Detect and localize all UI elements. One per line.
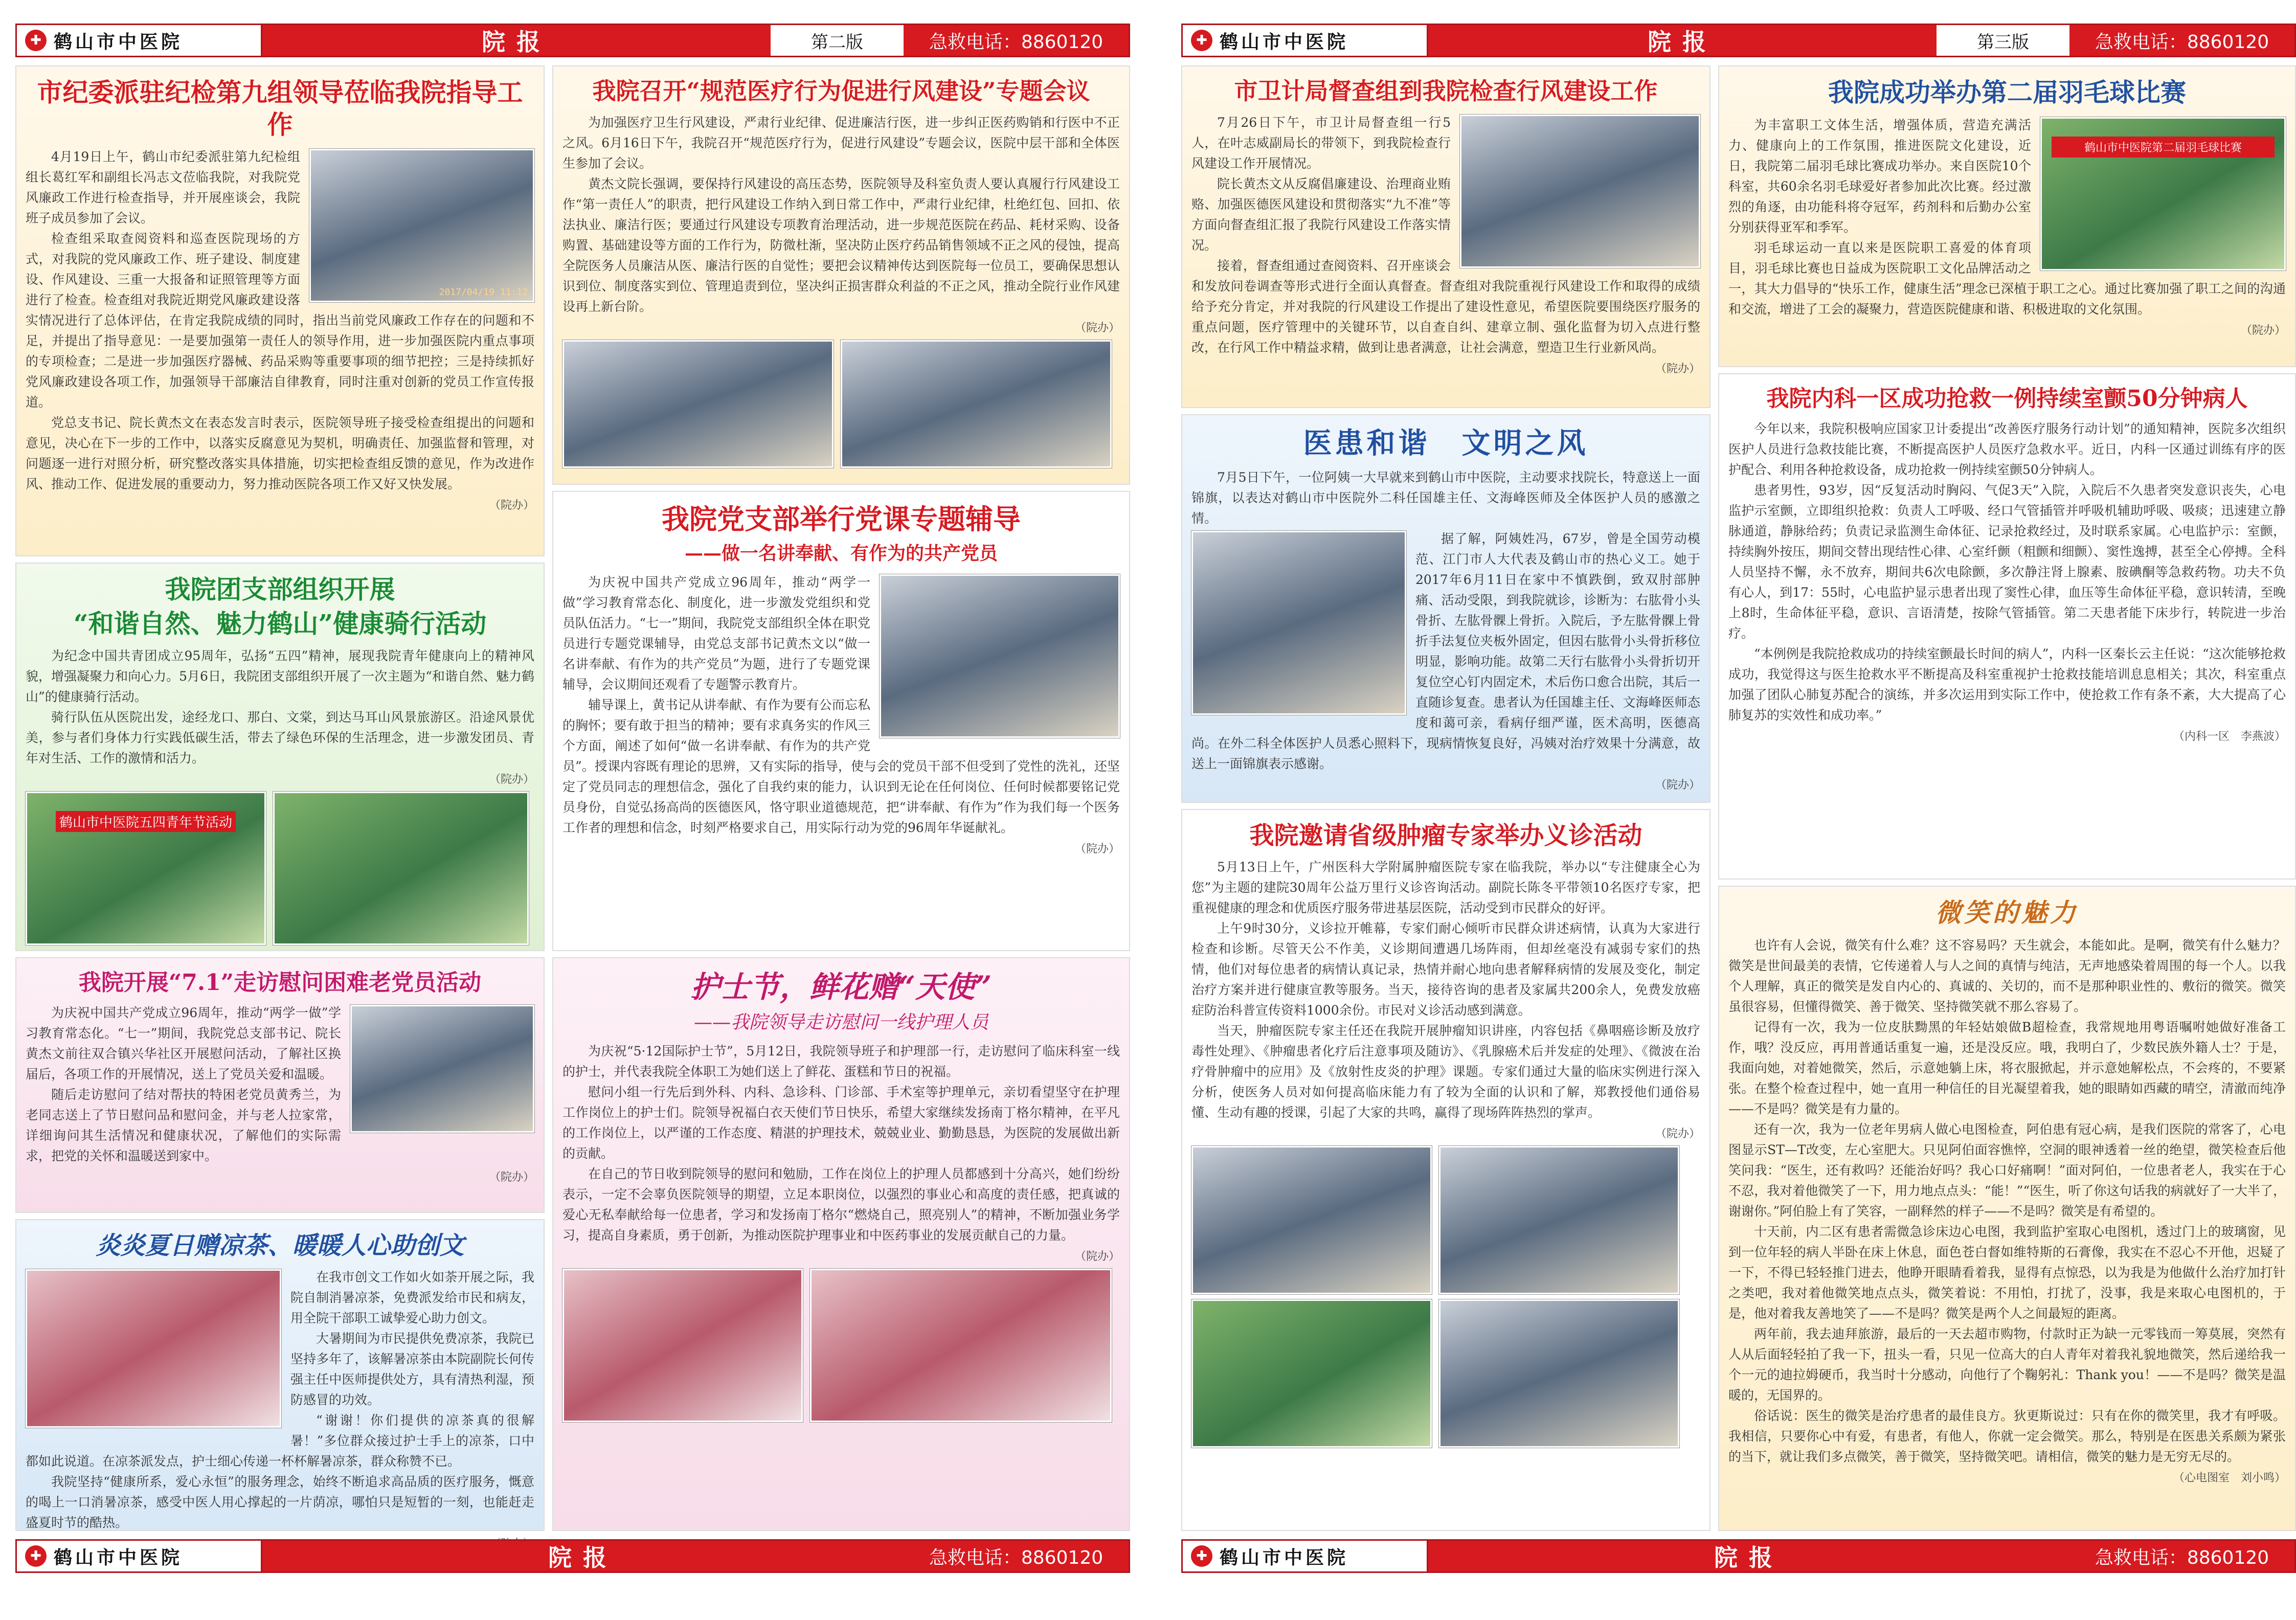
- paragraph: 在自己的节日收到院领导的慰问和勉励，工作在岗位上的护理人员都感到十分高兴，她们纷纷表示，一定不会辜负医院领导的期望，立足本职岗位，以强烈的事业心和高度的责任感，把真诚的爱心无私奉献给每一位患者，学习和发扬南丁格尔“燃烧自己，照亮别人”的精神，不断加强业务学习，提高自身素质，勇于创新，为推动医院护理事业和中医药事业的发展贡献自己的力量。: [562, 1166, 1120, 1243]
- hospital-name: 鹤山市中医院: [54, 31, 183, 53]
- paragraph: 我院坚持“健康所系，爱心永恒”的服务理念，始终不断追求高品质的医疗服务，慨意的喝上一口消暑凉茶，感受中医人用心撑起的一片荫凉，哪怕只是短暂的一刻，也能赶走盛夏时节的酷热。: [26, 1474, 534, 1530]
- paragraph: 院长黄杰文从反腐倡廉建设、治理商业贿赂、加强医德医风建设和贯彻落实“九不准”等方面向督查组汇报了我院行风建设工作落实情况。: [1191, 176, 1451, 253]
- article-conduct-meeting: [552, 65, 1130, 485]
- paragraph: 上午9时30分，义诊拉开帷幕，专家们耐心倾听市民群众讲述病情，认真为大家进行检查和诊断。尽管天公不作美，义诊期间遭遇几场阵雨，但却丝毫没有减弱专家们的热情，他们对每位患者的病情认真记录，热情并耐心地向患者解释病情的发展及变化，制定治疗方案并进行健康宣教等服务。当天，接待咨询的患者及家属共200余人，免费发放癌症防治科普宣传资料1000余份。市民对义诊活动感到满意。: [1191, 921, 1700, 1018]
- meeting-photo: [841, 340, 1112, 468]
- paragraph: 4月19日上午，鹤山市纪委派驻第九纪检组组长葛红军和副组长冯志文莅临我院，对我院党风廉政工作进行检查指导，并开展座谈会，我院班子成员参加了会议。: [26, 149, 300, 226]
- edition-label: 第二版: [771, 25, 904, 56]
- paragraph: 十天前，内二区有患者需微急诊床边心电图，我到监护室取心电图机，透过门上的玻璃窗，见到一位年轻的病人半卧在床上休息，面色苍白督如维特斯的石膏像，我实在不忍心不开他，迟疑了一下，不得已轻轻推门进去，他睁开眼睛看着我，显得有点惊恐，以为我是为他做什么治疗加打针之类吧，我对着他微笑地点点头，微笑着说：不用怕，打扰了，没事，我是来取心电图机的，于是，他对着我友善地笑了——不是吗？微笑是两个人之间最短的距离。: [1728, 1224, 2286, 1321]
- byline: （院办）: [1655, 1128, 1700, 1140]
- banner-gift-photo: [1191, 531, 1406, 715]
- article-herbal-tea: [15, 1219, 545, 1531]
- article-subtitle: ——我院领导走访慰问一线护理人员: [693, 1011, 988, 1033]
- article-title: 我院开展“7.1”走访慰问困难老党员活动: [78, 970, 482, 996]
- article-title: 我院成功举办第二届羽毛球比赛: [1828, 77, 2186, 107]
- paragraph: 为庆祝中国共产党成立96周年，推动“两学一做”学习教育常态化、制度化，进一步激发党组织和党员队伍活力。“七一”期间，我院党支部组织全体在职党员进行专题党课辅导，由党总支部书记黄杰文以“做一名讲奉献、有作为的共产党员”为题，进行了专题党课辅导，会议期间还观看了专题警示教育片。: [562, 574, 870, 692]
- paragraph: 两年前，我去迪拜旅游，最后的一天去超市购物，付款时正为缺一元零钱而一筹莫展，突然有人从后面轻轻拍了我一下，扭头一看，只见一位高大的白人青年对着我礼貌地微笑，然后递给我一个一元的迪拉姆硬币，我当时十分感动，向他行了个鞠躬礼：Thank you！——不是吗？微笑是温暖的，无国界的。: [1728, 1326, 2286, 1403]
- article-health-bureau: [1181, 65, 1710, 408]
- emergency-phone: 急救电话：8860120: [929, 1547, 1104, 1568]
- masthead: 院报: [482, 28, 551, 56]
- visit-photo: [350, 1005, 534, 1133]
- paragraph: 据了解，阿姨姓冯，67岁，曾是全国劳动模范、江门市人大代表及鹤山市的热心义工。她于2017年6月11日在家中不慎跌倒，致双肘部肿痛、活动受限，到我院就诊，诊断为：右肱骨小头骨折、左肱骨髁上骨折。入院后，予左肱骨髁上骨折手法复位夹板外固定，但因右肱骨小头骨折移位明显，影响功能。故第二天行右肱骨小头骨折切开复位空心钉内固定术，术后伤口愈合出院，其后一直随诊复查。患者认为任国雄主任、文海峰医师态度和蔼可亲，看病仔细严谨，医术高明，医德高尚。在外二科全体医护人员悉心照料下，现病情恢复良好，冯姨对治疗效果十分满意，故送上一面锦旗表示感谢。: [1191, 531, 1700, 771]
- footer-bar: [15, 1539, 1130, 1573]
- nurses-photo: [562, 1269, 803, 1422]
- clinic-photo: [1439, 1146, 1679, 1294]
- byline: （院办）: [2240, 324, 2286, 337]
- paragraph: 俗话说：医生的微笑是治疗患者的最佳良方。狄更斯说过：只有在你的微笑里，我才有呼吸。我相信，只要你心中有爱，有患者，有他人，你就一定会微笑。那么，特别是在医患关系颇为紧张的当下，就让我们多点微笑，善于微笑，坚持微笑吧。请相信，微笑的魅力是无穷无尽的。: [1728, 1408, 2286, 1464]
- article-discipline-inspection: [15, 65, 545, 556]
- paragraph: 也许有人会说，微笑有什么难？这不容易吗？天生就会，本能如此。是啊，微笑有什么魅力？微笑是世间最美的表情，它传递着人与人之间的真情与纯洁，无声地感染着周围的每一个人。以我个人理解，真正的微笑是发自内心的、真诚的、关切的，而不是那种职业性的、敷衍的微笑。微笑虽很容易，但懂得微笑、善于微笑、坚持微笑就不那么容易了。: [1728, 937, 2286, 1014]
- paragraph: 在我市创文工作如火如荼开展之际，我院自制消暑凉茶，免费派发给市民和病友，用全院干部职工诚挚爱心助力创文。: [290, 1270, 534, 1325]
- emergency-phone: 急救电话：8860120: [2095, 1547, 2269, 1568]
- lecture-photo: [880, 574, 1120, 738]
- meeting-photo: [309, 149, 534, 302]
- article-free-clinic: [1181, 809, 1710, 1531]
- cross-icon: ✚: [1191, 30, 1212, 51]
- hospital-name: 鹤山市中医院: [1220, 31, 1349, 53]
- article-title: 医患和谐 文明之风: [1303, 426, 1589, 460]
- article-title: 我院召开“规范医疗行为促进行风建设”专题会议: [592, 77, 1090, 105]
- inspection-photo: [1460, 115, 1700, 268]
- article-title: 我院党支部举行党课专题辅导: [662, 503, 1021, 535]
- paragraph: 今年以来，我院积极响应国家卫计委提出“改善医疗服务行动计划”的通知精神，医院多次组织医护人员进行急救技能比赛，不断提高医护人员医疗急救水平。近日，内科一区通过训练有序的医护配合、利用各种抢救设备，成功抢救一例持续室颤50分钟病人。: [1728, 421, 2286, 477]
- cross-icon: ✚: [1191, 1545, 1212, 1567]
- byline: （院办）: [489, 499, 534, 512]
- paragraph: “谢谢！你们提供的凉茶真的很解暑！”多位群众接过护士手上的凉茶，口中都如此说道。在凉茶派发点，护士细心传递一杯杯解暑凉茶，群众称赞不已。: [26, 1413, 534, 1469]
- article-title: 微笑的魅力: [1935, 897, 2079, 928]
- paragraph: 患者男性，93岁，因“反复活动时胸闷、气促3天”入院，入院后不久患者突发意识丧失，心电监护示室颤，立即组织抢救：负责人工呼吸、经口气管插管并呼吸机辅助呼吸、吸痰；迅速建立静脉通道，静脉给药；负责记录监测生命体征、记录抢救经过，及时联系家属。心电监护示：室颤，持续胸外按压，期间交替出现结性心律、心室纤颤（粗颤和细颤）、窦性逸搏，甚至全心停搏。全科人员坚持不懈，永不放弃，期间共6次电除颤，多次静注肾上腺素、胺碘酮等急救药物。功夫不负有心人，到17：55时，心电监护显示患者出现了窦性心律，血压等生命体征平稳，意识转清，至晚上8时，生命体征平稳，意识、言语清楚，按除气管插管。第二天患者能下床步行，转院进一步治疗。: [1728, 483, 2286, 641]
- photo-timestamp: 2017/04/19 11:12: [439, 287, 528, 298]
- paragraph: 记得有一次，我为一位皮肤黝黑的年轻姑娘做B超检查，我常规地用粤语嘱咐她做好准备工作，哦？没反应，再用普通话重复一遍，还是没反应。哦，我明白了，少数民族外籍人士？于是，我面向她，对着她微笑，然后，示意她躺上床，将衣服掀起，并示意她解松点，不会疼的，不要紧张。在整个检查过程中，她一直用一种信任的目光凝望着我，她的眼睛如西藏的晴空，清澈而纯净——不是吗？微笑是有力量的。: [1728, 1019, 2286, 1116]
- header-bar: [15, 24, 1130, 57]
- byline: （院办）: [1074, 842, 1120, 856]
- paragraph: 为庆祝中国共产党成立96周年，推动“两学一做”学习教育常态化。“七一”期间，我院党总支部书记、院长黄杰文前往双合镇兴华社区开展慰问活动，了解社区换届后，各项工作的开展情况，送上了党员关爱和温暖。: [26, 1005, 341, 1082]
- byline: （院办）: [489, 1171, 534, 1184]
- byline: （院办）: [1655, 779, 1700, 792]
- article-resuscitation: [1718, 373, 2296, 880]
- paragraph: 辅导课上，黄书记从讲奉献、有作为要有公而忘私的胸怀；要有敢于担当的精神；要有求真务实的作风三个方面，阐述了如何“做一名讲奉献、有作为的共产党员”。授课内容既有理论的思辨，又有实际的指导，使与会的党员干部不但受到了党性的洗礼，还坚定了党员同志的理想信念，强化了自我约束的能力，认识到无论在任何岗位、任何时候都要铭记党员身份，自觉弘扬高尚的医德医风，恪守职业道德规范，把“讲奉献、有作为”作为我们每一个医务工作者的理想和信念，时刻严格要求自己，用实际行动为党的96周年华诞献礼。: [562, 697, 1120, 835]
- article-cycling-event: [15, 562, 545, 951]
- paragraph: 大暑期间为市民提供免费凉茶，我院已坚持多年了，该解暑凉茶由本院副院长何传强主任中医师提供处方，具有清热利湿，预防感冒的功效。: [290, 1331, 534, 1407]
- masthead: 院报: [1648, 28, 1717, 56]
- cycling-photo: [273, 792, 529, 945]
- paragraph: 党总支书记、院长黄杰文在表态发言时表示，医院领导班子接受检查组提出的问题和意见，决心在下一步的工作中，以落实反腐意见为契机，明确责任、加强监督和管理，对问题逐一进行对照分析，研究整改落实具体措施，切实把检查组反馈的意见，作为改进作风、推动工作、促进发展的重要动力，努力推动医院各项工作又好又快发展。: [26, 415, 534, 491]
- cross-icon: ✚: [25, 1545, 47, 1567]
- hospital-logo: [17, 1541, 262, 1571]
- footer-bar: [1181, 1539, 2296, 1573]
- byline: （院办）: [1074, 321, 1120, 334]
- article-smile: [1718, 886, 2296, 1531]
- article-title: 我院邀请省级肿瘤专家举办义诊活动: [1249, 821, 1642, 850]
- article-subtitle: ——做一名讲奉献、有作为的共产党员: [684, 542, 998, 564]
- article-title: 护士节，鲜花赠“天使”: [690, 970, 992, 1004]
- paragraph: 为丰富职工文体生活，增强体质，营造充满活力、健康向上的工作氛围，推进医院文化建设，近日，我院第二届羽毛球比赛成功举办。来自医院10个科室，共60余名羽毛球爱好者参加此次比赛。经过激烈的角逐，由功能科将夺冠军，药剂科和后勤办公室分别获得亚军和季军。: [1728, 117, 2031, 235]
- article-title: 我院团支部组织开展: [165, 574, 395, 604]
- emergency-phone: 急救电话：8860120: [2095, 31, 2269, 53]
- paragraph: 羽毛球运动一直以来是医院职工喜爱的体育项目，羽毛球比赛也日益成为医院职工文化品牌活动之一，其大力倡导的“快乐工作，健康生活”理念已深植于职工之心。通过比赛加强了职工之间的沟通和交流，增进了工会的凝聚力，营造医院健康和谐、积极进取的文化氛围。: [1728, 240, 2286, 317]
- article-title: 市卫计局督查组到我院检查行风建设工作: [1234, 77, 1658, 105]
- paragraph: 为庆祝“5·12国际护士节”，5月12日，我院领导班子和护理部一行，走访慰问了临床科室一线的护士，并代表我院全体职工为她们送上了鲜花、蛋糕和节日的祝福。: [562, 1043, 1120, 1079]
- paragraph: 7月5日下午，一位阿姨一大早就来到鹤山市中医院，主动要求找院长，特意送上一面锦旗，以表达对鹤山市中医院外二科任国雄主任、文海峰医师及全体医护人员的感激之情。: [1191, 470, 1700, 526]
- clinic-photo: [1191, 1146, 1432, 1294]
- paragraph: 为纪念中国共青团成立95周年，弘扬“五四”精神，展现我院青年健康向上的精神风貌，增强凝聚力和向心力。5月6日，我院团支部组织开展了一次主题为“和谐自然、魅力鹤山”的健康骑行活动。: [26, 648, 534, 704]
- paragraph: 检查组采取查阅资料和巡查医院现场的方式，对我院的党风廉政工作、班子建设、制度建设、作风建设、三重一大报备和证照管理等方面进行了检查。检查组对我院近期党风廉政建设落实情况进行了总体评估，在肯定我院成绩的同时，指出当前党风廉政工作存在的问题和不足，并提出了指导意见：一是要加强第一责任人的领导作用，进一步加强医院内重点事项的专项检查；二是进一步加强医疗器械、药品采购等重要事项的细节把控；三是持续抓好党风廉政建设各项工作，加强领导干部廉洁自律教育，同时注重对创新的党员工作宣传报道。: [26, 231, 534, 410]
- paragraph: 随后走访慰问了结对帮扶的特困老党员黄秀兰，为老同志送上了节日慰问品和慰问金，并与老人拉家常，详细询问其生活情况和健康状况，了解他们的实际需求，把党的关怀和温暖送到家中。: [26, 1087, 341, 1163]
- hospital-logo: [17, 25, 262, 56]
- clinic-photo: [1191, 1299, 1432, 1448]
- article-doctor-patient: [1181, 414, 1710, 803]
- hospital-name: 鹤山市中医院: [54, 1546, 183, 1568]
- article-title: “和谐自然、魅力鹤山”健康骑行活动: [73, 608, 487, 639]
- paragraph: 慰问小组一行先后到外科、内科、急诊科、门诊部、手术室等护理单元，亲切看望坚守在护理工作岗位上的护士们。院领导祝福白衣天使们节日快乐，希望大家继续发扬南丁格尔精神，在平凡的工作岗位上，以严谨的工作态度、精湛的护理技术，兢兢业业、勤勤恳恳，为医院的发展做出新的贡献。: [562, 1084, 1120, 1161]
- page-3: [1181, 0, 2296, 1620]
- byline: （院办）: [1655, 362, 1700, 375]
- event-banner: 鹤山市中医院第二届羽毛球比赛: [2052, 137, 2275, 158]
- masthead: 院报: [548, 1544, 618, 1571]
- article-nurses-day: [552, 957, 1130, 1531]
- article-title: 我院内科一区成功抢救一例持续室颤50分钟病人: [1766, 386, 2248, 412]
- article-party-visit: [15, 957, 545, 1213]
- paragraph: 接着，督查组通过查阅资料、召开座谈会和发放问卷调查等形式进行全面认真督查。督查组对我院重视行风建设工作和取得的成绩给予充分肯定，并对我院的行风建设工作提出了建设性意见，希望医院要围绕医疗服务的重点问题，医疗管理中的关键环节，以自查自纠、建章立制、强化监督为切入点进行整改，在行风工作中精益求精，做到让患者满意，让社会满意，塑造卫生行业新风尚。: [1191, 258, 1700, 355]
- article-title: 炎炎夏日赠凉茶、暖暖人心助创文: [96, 1231, 464, 1260]
- event-banner: 鹤山市中医院五四青年节活动: [56, 811, 236, 832]
- cross-icon: ✚: [25, 30, 47, 51]
- tea-photo: [26, 1269, 281, 1428]
- paragraph: 为加强医疗卫生行风建设，严肃行业纪律、促进廉洁行医，进一步纠正医药购销和行医中不正之风。6月16日下午，我院召开“规范医疗行为，促进行风建设”专题会议，医院中层干部和全体医生参加了会议。: [562, 115, 1120, 171]
- paragraph: 7月26日下午，市卫计局督查组一行5人，在叶志威副局长的带领下，到我院检查行风建设工作开展情况。: [1191, 115, 1451, 171]
- hospital-logo: [1183, 25, 1428, 56]
- byline: （院办）: [1074, 1250, 1120, 1263]
- hospital-logo: [1183, 1541, 1428, 1571]
- badminton-photo: [2040, 117, 2286, 271]
- paragraph: 黄杰文院长强调，要保持行风建设的高压态势，医院领导及科室负责人要认真履行行风建设工作“第一责任人”的职责，把行风建设工作纳入到日常工作中，严肃行业纪律，杜绝红包、回扣、依法执业、廉洁行医；要通过行风建设专项教育治理活动，进一步规范医院在药品、耗材采购、设备购置、基础建设等方面的工作行为，防微杜渐，坚决防止医疗药品销售领域不正之风的侵蚀，提高全院医务人员廉洁从医、廉洁行医的自觉性；要把会议精神传达到医院每一位员工，要确保思想认识到位、制度落实到位、管理追责到位，坚决纠正损害群众利益的不正之风，推动全院行业作风建设再上新台阶。: [562, 176, 1120, 314]
- paragraph: “本例例是我院抢救成功的持续室颤最长时间的病人”，内科一区秦长云主任说：“这次能够抢救成功，我觉得这与医生抢救水平不断提高及科室重视护士抢救技能培训息息相关；其次，科室重点加强了团队心肺复苏配合的演练，并多次运用到实际工作中，使抢救工作有条不紊，大大提高了心肺复苏的实效性和成功率。”: [1728, 646, 2286, 723]
- meeting-photo: [562, 340, 834, 468]
- header-bar: [1181, 24, 2296, 57]
- masthead: 院报: [1714, 1544, 1784, 1571]
- byline: （内科一区 李燕波）: [2173, 730, 2286, 743]
- clinic-photo: [1439, 1299, 1679, 1448]
- article-party-lecture: [552, 491, 1130, 951]
- article-title: 市纪委派驻纪检第九组领导莅临我院指导工作: [37, 77, 523, 140]
- page-2: [15, 0, 1130, 1620]
- nurses-photo: [810, 1269, 1112, 1422]
- paragraph: 5月13日上午，广州医科大学附属肿瘤医院专家在临我院，举办以“专注健康全心为您”为主题的建院30周年公益万里行义诊咨询活动。副院长陈冬平带领10名医疗专家，把重视健康的理念和优质医疗服务带进基层医院，活动受到市民群众的好评。: [1191, 860, 1700, 915]
- byline: （院办）: [489, 773, 534, 786]
- edition-label: 第三版: [1937, 25, 2069, 56]
- byline: （心电图室 刘小鸣）: [2173, 1471, 2286, 1484]
- paragraph: 还有一次，我为一位老年男病人做心电图检查，阿伯患有冠心病，是我们医院的常客了，心电图显示ST—T改变，左心室肥大。只见阿伯面容憔悴，空洞的眼神透着一丝的绝望，微笑检查后他笑问我：“医生，还有救吗？还能治好吗？我心口好痛啊！”面对阿伯，一位患者老人，我实在于心不忍，我对着他微笑了一下，用力地点点头：“能！”“医生，听了你这句话我的病就好了一大半了，谢谢你。”阿伯脸上有了笑容，一副释然的样子——不是吗？微笑是有希望的。: [1728, 1121, 2286, 1219]
- cycling-photo: [26, 792, 266, 945]
- hospital-name: 鹤山市中医院: [1220, 1546, 1349, 1568]
- paragraph: 当天，肿瘤医院专家主任还在我院开展肿瘤知识讲座，内容包括《鼻咽癌诊断及放疗毒性处理》、《肿瘤患者化疗后注意事项及随访》、《乳腺癌术后并发症的处理》、《微波在治疗骨肿瘤中的应用》及《放射性皮炎的护理》课题。专家们通过大量的临床实例进行深入分析，使医务人员对如何提高临床能力有了较为全面的认识和了解，郑教授他们通俗易懂、生动有趣的授课，引起了大家的共鸣，赢得了现场阵阵热烈的掌声。: [1191, 1023, 1700, 1120]
- emergency-phone: 急救电话：8860120: [929, 31, 1104, 53]
- article-badminton: [1718, 65, 2296, 367]
- paragraph: 骑行队伍从医院出发，途经龙口、那白、文棠，到达马耳山风景旅游区。沿途风景优美，参与者们身体力行实践低碳生活，带去了绿色环保的生活理念，进一步激发团员、青年对生活、工作的激情和活力。: [26, 710, 534, 766]
